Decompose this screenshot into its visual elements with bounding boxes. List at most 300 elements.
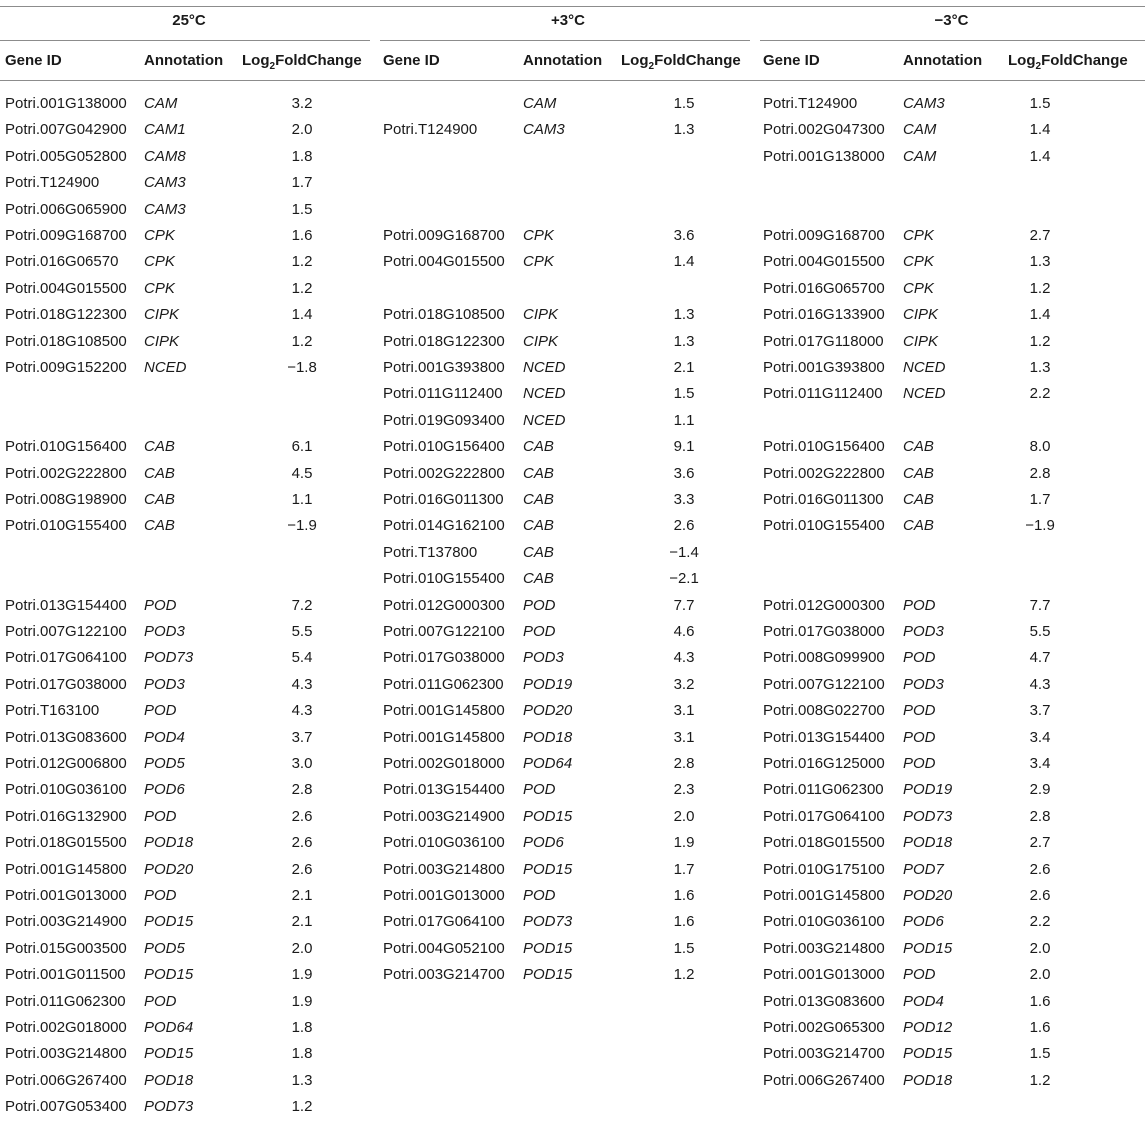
col-log2foldchange: Log$_2$FoldChange [621,52,741,72]
log2foldchange-cell: 2.2 [1029,385,1051,403]
annotation-cell: CAB [144,517,175,535]
gene-id-cell: Potri.002G065300 [763,1019,885,1036]
log2foldchange-cell: 1.2 [1029,332,1051,350]
gene-id-cell: Potri.010G156400 [383,438,505,456]
gene-id-cell: Potri.T124900 [763,95,858,112]
gene-id-cell: Potri.010G156400 [763,438,885,456]
annotation-cell: POD [903,649,936,667]
annotation-cell: CIPK [144,306,180,324]
log2foldchange-cell: 1.8 [291,1045,313,1063]
log2foldchange-cell: 1.3 [291,1071,313,1089]
log2foldchange-cell: 1.1 [291,491,313,508]
annotation-cell: POD6 [523,834,564,852]
gene-id-cell: Potri.003G214800 [763,939,885,957]
gene-id-cell: Potri.004G015500 [5,279,127,297]
gene-id-cell: Potri.013G154400 [5,596,127,614]
table-row [0,491,1145,517]
gene-id-cell: Potri.007G053400 [5,1098,127,1116]
log2foldchange-cell: 2.1 [291,913,313,931]
gene-id-cell: Potri.016G06570 [5,253,119,271]
gene-id-cell: Potri.018G015500 [763,834,885,852]
log2foldchange-cell: 2.7 [1029,227,1051,244]
gene-id-cell: Potri.004G015500 [763,253,885,271]
gene-id-cell: Potri.010G036100 [5,781,127,799]
gene-id-cell: Potri.002G047300 [763,121,885,139]
log2foldchange-cell: 1.7 [1029,491,1051,508]
gene-id-cell: Potri.002G222800 [763,464,885,482]
col-gene-id: Gene ID [5,52,62,69]
annotation-cell: POD [144,702,177,720]
gene-id-cell: Potri.001G011500 [5,966,126,984]
annotation-cell: CAB [903,517,934,535]
log2foldchange-cell: 5.4 [291,649,313,667]
table-row [0,755,1145,781]
gene-id-cell: Potri.009G168700 [763,227,885,244]
log2foldchange-cell: 1.3 [1029,253,1051,271]
annotation-cell: CAM3 [144,200,186,218]
annotation-cell: POD [903,702,936,720]
annotation-cell: POD [144,807,177,825]
gene-id-cell: Potri.012G000300 [763,596,885,614]
annotation-cell: POD64 [144,1019,194,1036]
table-row [0,412,1145,438]
log2foldchange-cell: 3.2 [291,95,313,112]
annotation-cell: CPK [903,279,934,297]
log2foldchange-cell: 1.2 [291,1098,313,1116]
annotation-cell: NCED [523,385,566,403]
table-row [0,306,1145,332]
table-row [0,359,1145,385]
log2foldchange-cell: 1.2 [291,279,313,297]
table-row [0,517,1145,543]
annotation-cell: CAM [523,95,557,112]
annotation-cell: POD [903,728,936,746]
annotation-cell: POD15 [144,1045,194,1063]
gene-id-cell: Potri.T137800 [383,543,478,561]
log2foldchange-cell: 1.4 [1029,306,1051,324]
annotation-cell: POD19 [523,675,573,693]
log2foldchange-cell: 1.2 [673,966,695,984]
gene-id-cell: Potri.T124900 [5,174,100,192]
table-row [0,544,1145,570]
annotation-cell: POD [903,966,936,984]
log2foldchange-cell: 1.2 [291,332,313,350]
gene-id-cell: Potri.007G122100 [763,675,885,693]
log2foldchange-cell: 1.9 [291,966,313,984]
group-header-minus3c: −3°C [934,12,969,29]
log2foldchange-cell: 3.0 [291,755,313,772]
col-annotation: Annotation [903,52,983,69]
gene-id-cell: Potri.014G162100 [383,517,505,535]
gene-id-cell: Potri.016G011300 [763,491,884,508]
col-gene-id: Gene ID [763,52,820,69]
gene-id-cell: Potri.002G222800 [383,464,505,482]
gene-id-cell: Potri.011G112400 [763,385,883,403]
gene-id-cell: Potri.010G036100 [763,913,885,931]
log2foldchange-cell: 2.3 [673,781,695,799]
gene-id-cell: Potri.001G145800 [763,887,885,904]
gene-id-cell: Potri.018G122300 [383,332,505,350]
gene-id-cell: Potri.019G093400 [383,411,505,429]
gene-id-cell: Potri.016G132900 [5,807,127,825]
annotation-cell: POD [523,781,556,799]
annotation-cell: NCED [903,385,946,403]
gene-id-cell: Potri.009G168700 [5,227,127,244]
annotation-cell: POD19 [903,781,953,799]
gene-id-cell: Potri.009G168700 [383,227,505,244]
table-row [0,570,1145,596]
log2foldchange-cell: 2.0 [291,121,313,139]
annotation-cell: CIPK [523,306,559,324]
log2foldchange-cell: 2.2 [1029,913,1051,931]
annotation-cell: CIPK [523,332,559,350]
log2foldchange-cell: 1.3 [673,121,695,139]
annotation-cell: CAB [523,517,554,535]
gene-id-cell: Potri.010G155400 [5,517,127,535]
gene-id-cell: Potri.001G013000 [763,966,885,984]
gene-id-cell: Potri.007G042900 [5,121,127,139]
annotation-cell: CAB [144,438,175,456]
group-header-plus3c: +3°C [551,12,585,29]
log2foldchange-cell: 1.5 [673,939,695,957]
log2foldchange-cell: 1.6 [673,913,695,931]
log2foldchange-cell: 2.0 [291,939,313,957]
annotation-cell: POD [144,887,177,904]
table-row [0,280,1145,306]
log2foldchange-cell: 2.6 [673,517,695,535]
annotation-cell: CAB [523,543,554,561]
annotation-cell: POD [144,992,177,1010]
log2foldchange-cell: 3.7 [1029,702,1051,720]
gene-id-cell: Potri.008G099900 [763,649,885,667]
annotation-cell: POD [523,596,556,614]
gene-id-cell: Potri.003G214700 [383,966,505,984]
gene-id-cell: Potri.001G145800 [5,860,127,878]
log2foldchange-cell: 2.0 [1029,939,1051,957]
annotation-cell: POD20 [523,702,573,720]
gene-id-cell: Potri.001G145800 [383,728,505,746]
log2foldchange-cell: 1.3 [1029,359,1051,376]
gene-id-cell: Potri.T124900 [383,121,478,139]
log2foldchange-cell: 2.6 [291,834,313,852]
log2foldchange-cell: 3.1 [673,728,695,746]
log2foldchange-cell: 1.8 [291,1019,313,1036]
log2foldchange-cell: 2.0 [673,807,695,825]
gene-id-cell: Potri.001G013000 [5,887,127,904]
annotation-cell: CAB [903,464,934,482]
gene-id-cell: Potri.018G015500 [5,834,127,852]
annotation-cell: POD20 [144,860,194,878]
annotation-cell: POD73 [903,807,953,825]
log2foldchange-cell: 2.6 [291,807,313,825]
log2foldchange-cell: 2.7 [1029,834,1051,852]
log2foldchange-cell: 1.6 [673,887,695,904]
annotation-cell: CPK [903,227,934,244]
annotation-cell: POD18 [144,834,194,852]
table-row [0,148,1145,174]
table-row [0,781,1145,807]
gene-id-cell: Potri.003G214900 [383,807,505,825]
gene-id-cell: Potri.015G003500 [5,939,127,957]
annotation-cell: CAM [903,147,937,165]
log2foldchange-cell: 3.6 [673,464,695,482]
annotation-cell: CPK [144,227,175,244]
log2foldchange-cell: 2.9 [1029,781,1051,799]
table-row [0,95,1145,121]
gene-id-cell: Potri.004G015500 [383,253,505,271]
gene-id-cell: Potri.018G122300 [5,306,127,324]
log2foldchange-cell: 1.6 [1029,992,1051,1010]
annotation-cell: POD15 [523,939,573,957]
gene-id-cell: Potri.002G018000 [5,1019,127,1036]
gene-id-cell: Potri.010G175100 [763,860,885,878]
log2foldchange-cell: 2.1 [673,359,695,376]
table-row [0,1072,1145,1098]
group-rule-25c [0,40,370,41]
gene-id-cell: Potri.012G000300 [383,596,505,614]
gene-id-cell: Potri.001G013000 [383,887,505,904]
annotation-cell: POD15 [144,966,194,984]
header-rule [0,80,1145,81]
annotation-cell: POD18 [903,1071,953,1089]
table-row [0,834,1145,860]
log2foldchange-cell: 4.3 [291,702,313,720]
annotation-cell: CAB [523,464,554,482]
log2foldchange-cell: 1.3 [673,332,695,350]
annotation-cell: CAB [903,438,934,456]
table-row [0,227,1145,253]
log2foldchange-cell: 1.5 [673,95,695,112]
table-row [0,676,1145,702]
annotation-cell: CAB [903,491,934,508]
gene-id-cell: Potri.006G065900 [5,200,127,218]
log2foldchange-cell: 2.6 [1029,887,1051,904]
gene-id-cell: Potri.010G156400 [5,438,127,456]
table-row [0,174,1145,200]
annotation-cell: POD3 [523,649,564,667]
log2foldchange-cell: 3.4 [1029,728,1051,746]
log2foldchange-cell: 1.2 [291,253,313,271]
log2foldchange-cell: 2.6 [291,860,313,878]
log2foldchange-cell: 1.4 [1029,147,1051,165]
gene-id-cell: Potri.013G083600 [763,992,885,1010]
gene-id-cell: Potri.013G083600 [5,728,127,746]
annotation-cell: CAM3 [903,95,945,112]
log2foldchange-cell: 1.7 [673,860,695,878]
log2foldchange-cell: 3.7 [291,728,313,746]
gene-id-cell: Potri.011G062300 [383,675,504,693]
annotation-cell: POD15 [523,860,573,878]
log2foldchange-cell: 1.5 [291,200,313,218]
log2foldchange-cell: 4.5 [291,464,313,482]
log2foldchange-cell: 1.5 [1029,95,1051,112]
group-rule-plus3c [380,40,750,41]
gene-id-cell: Potri.001G138000 [763,147,885,165]
table-row [0,649,1145,675]
table-row [0,333,1145,359]
annotation-cell: CPK [523,253,554,271]
log2foldchange-cell: 2.8 [1029,807,1051,825]
annotation-cell: CAB [144,491,175,508]
table-row [0,808,1145,834]
log2foldchange-cell: 5.5 [291,623,313,640]
annotation-cell: POD15 [523,966,573,984]
annotation-cell: POD [903,596,936,614]
annotation-cell: CPK [903,253,934,271]
annotation-cell: CIPK [903,332,939,350]
gene-id-cell: Potri.013G154400 [383,781,505,799]
gene-id-cell: Potri.017G038000 [763,623,885,640]
log2foldchange-cell: 2.0 [1029,966,1051,984]
col-annotation: Annotation [523,52,603,69]
gene-id-cell: Potri.T163100 [5,702,100,720]
gene-id-cell: Potri.009G152200 [5,359,127,376]
annotation-cell: POD5 [144,755,185,772]
annotation-cell: POD3 [144,623,185,640]
gene-id-cell: Potri.016G065700 [763,279,885,297]
log2foldchange-cell: 1.4 [673,253,695,271]
gene-id-cell: Potri.003G214900 [5,913,127,931]
gene-id-cell: Potri.011G062300 [763,781,884,799]
annotation-cell: CAM [903,121,937,139]
log2foldchange-cell: 4.3 [291,675,313,693]
gene-id-cell: Potri.001G393800 [763,359,885,376]
gene-id-cell: Potri.013G154400 [763,728,885,746]
table-row [0,1019,1145,1045]
annotation-cell: CIPK [903,306,939,324]
col-annotation: Annotation [144,52,224,69]
log2foldchange-cell: 2.8 [673,755,695,772]
table-row [0,702,1145,728]
gene-id-cell: Potri.017G064100 [5,649,127,667]
log2foldchange-cell: 9.1 [673,438,695,456]
table-row [0,465,1145,491]
annotation-cell: POD73 [144,1098,194,1116]
gene-id-cell: Potri.002G018000 [383,755,505,772]
table-row [0,940,1145,966]
col-gene-id: Gene ID [383,52,440,69]
annotation-cell: NCED [523,359,566,376]
gene-id-cell: Potri.008G198900 [5,491,127,508]
annotation-cell: POD3 [144,675,185,693]
log2foldchange-cell: 2.8 [1029,464,1051,482]
table-row [0,1045,1145,1071]
table-row [0,385,1145,411]
annotation-cell: POD7 [903,860,944,878]
annotation-cell: CIPK [144,332,180,350]
annotation-cell: NCED [903,359,946,376]
log2foldchange-cell: 3.4 [1029,755,1051,772]
log2foldchange-cell: 1.3 [673,306,695,324]
gene-id-cell: Potri.017G038000 [5,675,127,693]
log2foldchange-cell: 3.2 [673,675,695,693]
log2foldchange-cell: 7.2 [291,596,313,614]
log2foldchange-cell: −1.4 [669,543,699,561]
annotation-cell: POD3 [903,623,944,640]
log2foldchange-cell: −1.9 [1025,517,1055,535]
gene-id-cell: Potri.017G064100 [763,807,885,825]
annotation-cell: POD64 [523,755,573,772]
annotation-cell: POD6 [903,913,944,931]
annotation-cell: POD [523,887,556,904]
annotation-cell: CAB [144,464,175,482]
table-row [0,913,1145,939]
annotation-cell: POD4 [903,992,944,1010]
gene-id-cell: Potri.017G038000 [383,649,505,667]
log2foldchange-cell: 1.6 [291,227,313,244]
gene-id-cell: Potri.018G108500 [5,332,127,350]
gene-id-cell: Potri.011G062300 [5,992,126,1010]
table-row [0,201,1145,227]
annotation-cell: POD20 [903,887,953,904]
log2foldchange-cell: 1.5 [673,385,695,403]
annotation-cell: CPK [523,227,554,244]
log2foldchange-cell: 1.5 [1029,1045,1051,1063]
annotation-cell: POD73 [144,649,194,667]
log2foldchange-cell: 2.6 [1029,860,1051,878]
annotation-cell: POD3 [903,675,944,693]
annotation-cell: POD15 [903,939,953,957]
log2foldchange-cell: 8.0 [1029,438,1051,456]
gene-id-cell: Potri.017G064100 [383,913,505,931]
gene-id-cell: Potri.001G145800 [383,702,505,720]
gene-id-cell: Potri.016G125000 [763,755,885,772]
annotation-cell: POD18 [903,834,953,852]
log2foldchange-cell: 2.1 [291,887,313,904]
annotation-cell: POD15 [523,807,573,825]
gene-id-cell: Potri.008G022700 [763,702,885,720]
log2foldchange-cell: 3.3 [673,491,695,508]
gene-id-cell: Potri.003G214800 [383,860,505,878]
gene-id-cell: Potri.016G133900 [763,306,885,324]
col-log2foldchange: Log$_2$FoldChange [1008,52,1128,72]
gene-id-cell: Potri.016G011300 [383,491,504,508]
gene-id-cell: Potri.010G155400 [763,517,885,535]
table-row [0,121,1145,147]
log2foldchange-cell: 2.8 [291,781,313,799]
group-rule-minus3c [760,40,1145,41]
log2foldchange-cell: 3.6 [673,227,695,244]
gene-id-cell: Potri.006G267400 [5,1071,127,1089]
log2foldchange-cell: −2.1 [669,570,699,588]
table-row [0,623,1145,649]
table-row [0,966,1145,992]
log2foldchange-cell: 6.1 [291,438,313,456]
gene-id-cell: Potri.001G393800 [383,359,505,376]
log2foldchange-cell: 1.1 [673,411,695,429]
gene-id-cell: Potri.002G222800 [5,464,127,482]
table-row [0,887,1145,913]
table-row [0,993,1145,1019]
gene-id-cell: Potri.010G155400 [383,570,505,588]
log2foldchange-cell: 1.9 [673,834,695,852]
group-header-25c: 25°C [172,12,206,29]
annotation-cell: POD15 [903,1045,953,1063]
table-row [0,597,1145,623]
log2foldchange-cell: 1.4 [291,306,313,324]
annotation-cell: CAM8 [144,147,186,165]
table-row [0,438,1145,464]
gene-id-cell: Potri.017G118000 [763,332,884,350]
gene-id-cell: Potri.003G214700 [763,1045,885,1063]
gene-id-cell: Potri.007G122100 [383,623,505,640]
top-rule [0,6,1145,7]
log2foldchange-cell: 1.6 [1029,1019,1051,1036]
log2foldchange-cell: 4.3 [673,649,695,667]
annotation-cell: POD73 [523,913,573,931]
log2foldchange-cell: 1.9 [291,992,313,1010]
table-row [0,1098,1145,1124]
